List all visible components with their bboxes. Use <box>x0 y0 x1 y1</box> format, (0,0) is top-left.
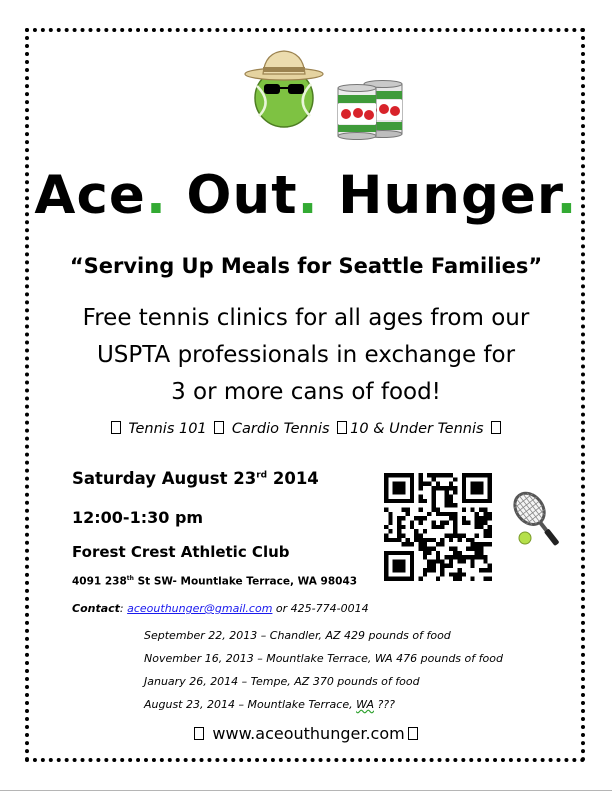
contact-line: Contact: aceouthunger@gmail.com or 425-774-0014 <box>72 602 369 615</box>
headline <box>0 165 612 226</box>
contact-label: Contact <box>72 602 120 615</box>
contact-phone: or 425-774-0014 <box>272 602 369 615</box>
bullet-box-icon <box>408 727 418 740</box>
program-item: 10 & Under Tennis <box>350 421 484 437</box>
headline-dot: . <box>556 165 578 226</box>
past-events-list <box>144 629 503 721</box>
bullet-box-icon <box>194 727 204 740</box>
past-event-item: September 22, 2013 – Chandler, AZ 429 pounds of food <box>144 629 451 642</box>
tagline: “Serving Up Meals for Seattle Families” <box>69 254 543 278</box>
headline-word-ace: Ace <box>34 165 146 226</box>
spellcheck-flagged-text: WA <box>356 698 374 711</box>
offer-line: USPTA professionals in exchange for <box>96 342 516 368</box>
event-date-year: 2014 <box>267 469 319 488</box>
qr-code-icon[interactable] <box>384 473 492 581</box>
contact-email-link[interactable]: aceouthunger@gmail.com <box>127 602 273 615</box>
event-date-ordinal: rd <box>256 470 268 481</box>
past-event-unknown: ??? <box>373 698 395 711</box>
past-event-item <box>144 698 503 721</box>
event-date <box>72 469 319 488</box>
address-ordinal: th <box>126 575 134 582</box>
bullet-box-icon <box>491 421 501 434</box>
event-address <box>72 575 357 588</box>
headline-word-hunger: Hunger <box>338 165 557 226</box>
offer-line: 3 or more cans of food! <box>171 379 441 405</box>
bullet-box-icon <box>214 421 224 434</box>
program-item: Tennis 101 <box>128 421 207 437</box>
headline-dot: . <box>145 165 167 226</box>
headline-dot: . <box>297 165 319 226</box>
bullet-box-icon <box>111 421 121 434</box>
offer-line: Free tennis clinics for all ages from our <box>82 305 530 331</box>
offer-text <box>40 300 572 411</box>
past-event-item: November 16, 2013 – Mountlake Terrace, WA 476 pounds of food <box>144 652 503 665</box>
address-number: 4091 238 <box>72 575 127 588</box>
page-bottom-edge <box>0 790 612 791</box>
website-url[interactable]: www.aceouthunger.com <box>212 724 405 743</box>
website-line <box>0 724 612 743</box>
address-street: St SW- Mountlake Terrace, WA 98043 <box>133 575 358 588</box>
event-venue: Forest Crest Athletic Club <box>72 543 290 561</box>
event-date-text: Saturday August 23 <box>72 469 257 488</box>
tennis-racket-icon <box>510 490 566 556</box>
event-time: 12:00-1:30 pm <box>72 508 204 527</box>
food-cans-icon <box>334 80 406 140</box>
past-event-item: January 26, 2014 – Tempe, AZ 370 pounds of food <box>144 675 420 688</box>
tennis-ball-mascot-icon <box>243 46 327 132</box>
program-list <box>0 421 612 437</box>
program-item: Cardio Tennis <box>231 421 330 437</box>
bullet-box-icon <box>337 421 347 434</box>
headline-word-out: Out <box>186 165 298 226</box>
past-event-text: August 23, 2014 – Mountlake Terrace, <box>144 698 357 711</box>
